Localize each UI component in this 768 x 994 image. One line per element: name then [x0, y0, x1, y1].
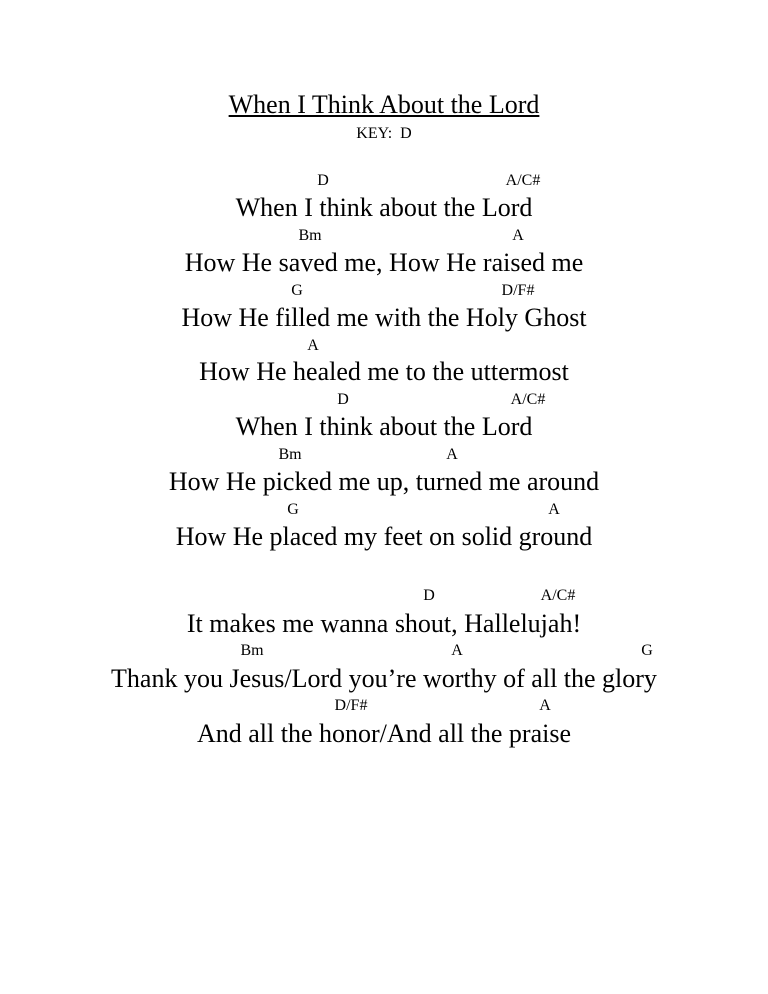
lyric-line: And all the honor/And all the praise [196, 719, 572, 748]
chord: A [548, 501, 560, 518]
chord: A [451, 642, 463, 659]
chord: A/C# [540, 587, 576, 604]
chord: Bm [278, 446, 302, 463]
chord: Bm [240, 642, 264, 659]
chord: A [307, 337, 319, 354]
song-title: When I Think About the Lord [228, 90, 540, 119]
lyric-line: Thank you Jesus/Lord you’re worthy of all the glory [111, 664, 657, 693]
chord: D [337, 391, 349, 408]
chord: D [317, 172, 329, 189]
chord: Bm [298, 227, 322, 244]
chord: D/F# [501, 282, 535, 299]
lyric-line: How He picked me up, turned me around [168, 467, 600, 496]
lyric-line: How He saved me, How He raised me [184, 248, 584, 277]
chord: A/C# [505, 172, 541, 189]
chord: G [291, 282, 303, 299]
chord: A [539, 697, 551, 714]
lyric-line: It makes me wanna shout, Hallelujah! [186, 609, 582, 638]
lyric-line: How He healed me to the uttermost [199, 357, 569, 386]
lyric-line: How He placed my feet on solid ground [175, 522, 593, 551]
lyric-line: When I think about the Lord [235, 412, 533, 441]
chord: A [446, 446, 458, 463]
lyric-line: How He filled me with the Holy Ghost [181, 303, 587, 332]
chord: A/C# [510, 391, 546, 408]
chord: G [641, 642, 653, 659]
song-key: KEY: D [356, 125, 412, 142]
chord: G [287, 501, 299, 518]
chord: A [512, 227, 524, 244]
lyric-line: When I think about the Lord [235, 193, 533, 222]
chord: D [423, 587, 435, 604]
chord: D/F# [334, 697, 368, 714]
